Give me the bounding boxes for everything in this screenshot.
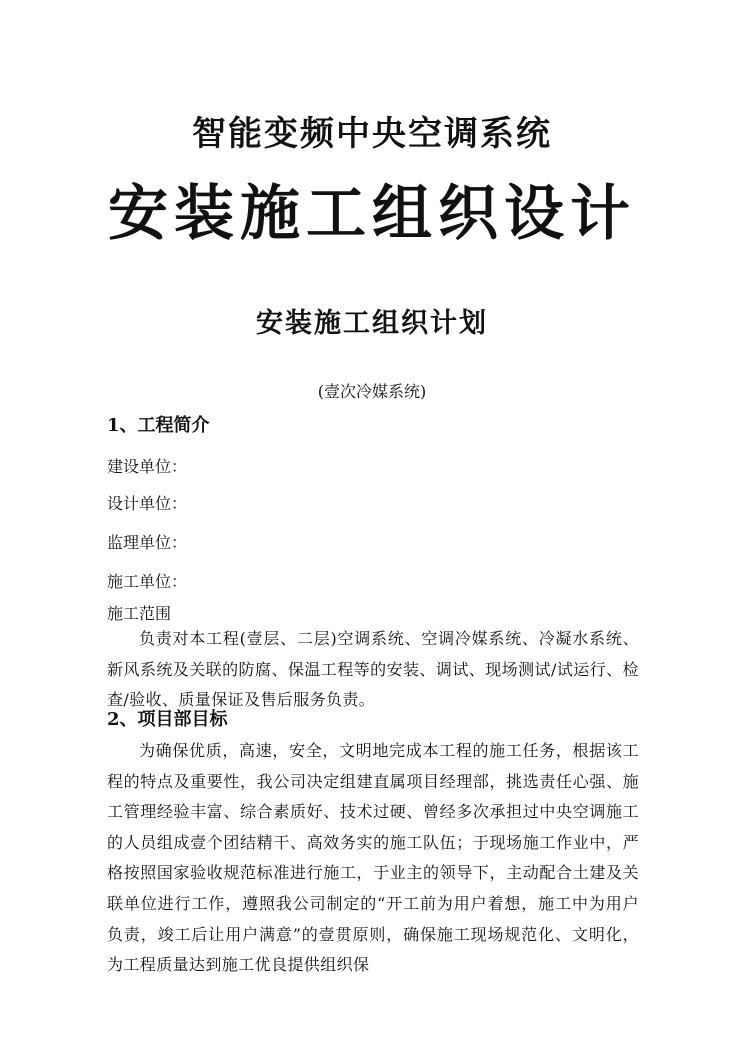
field-supervision-unit: 监理单位：: [107, 533, 188, 552]
document-subheading: 安装施工组织计划: [256, 308, 488, 339]
document-subtitle: (壹次冷媒系统): [317, 382, 427, 401]
project-goal-paragraph: 为确保优质，高速，安全，文明地完成本工程的施工任务，根据该工程的特点及重要性，我公司决定组建直属项目经理部，挑选责任心强、施工管理经验丰富、综合素质好、技术过硬、曾经多次承担过中央空调施工的人员组成壹个团结精干、高效务实的施工队伍；于现场施工作业中，严格按照国家验收规范标准进行施工，于业主的领导下，主动配合土建及关联单位进行工作，遵照我公司制定的“开工前为用户着想，施工中为用户负责，竣工后让用户满意”的壹贯原则，确保施工现场规范化、文明化，为工程质量达到施工优良提供组织保: [107, 741, 639, 975]
field-design-unit: 设计单位：: [107, 494, 188, 513]
field-contractor-unit: 施工单位：: [107, 572, 188, 591]
section2-heading: 2、项目部目标: [107, 709, 228, 730]
scope-label: 施工范围: [107, 604, 172, 623]
field-construction-unit: 建设单位：: [107, 457, 188, 476]
scope-paragraph: 负责对本工程(壹层、二层)空调系统、空调冷媒系统、冷凝水系统、新风系统及关联的防腐、保温工程等的安装、调试、现场测试/试运行、检查/验收、质量保证及售后服务负责。: [107, 629, 639, 710]
document-title-line1: 智能变频中央空调系统: [192, 114, 552, 154]
document-main-title: 安装施工组织设计: [108, 179, 636, 249]
section1-heading: 1、工程简介: [107, 415, 210, 436]
